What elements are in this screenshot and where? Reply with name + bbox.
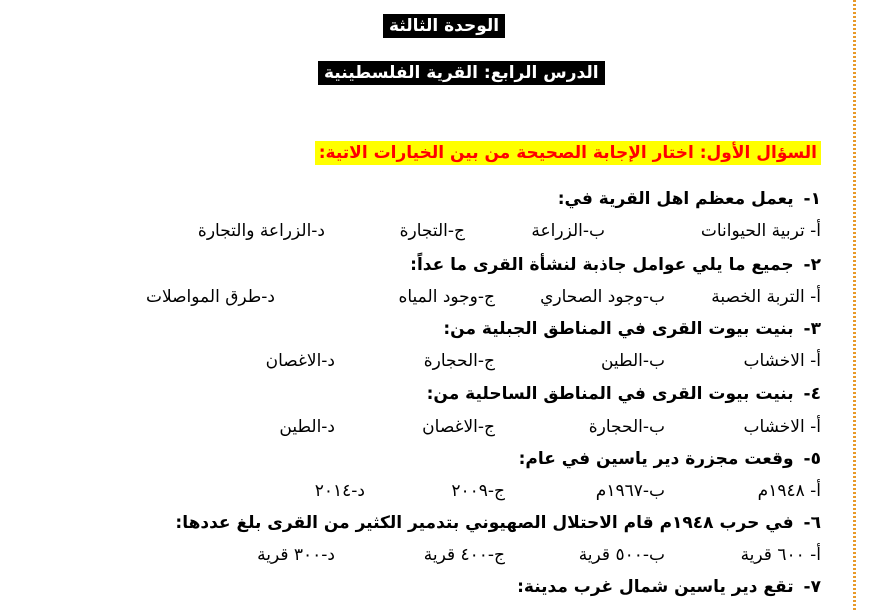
lesson-title: الدرس الرابع: القرية الفلسطينية xyxy=(318,61,605,85)
option-d: د-طرق المواصلات xyxy=(145,287,275,307)
question-number: ١- xyxy=(803,189,821,209)
question-2 xyxy=(410,255,821,275)
option-d: د-الزراعة والتجارة xyxy=(197,221,325,241)
option-a: أ- الاخشاب xyxy=(743,417,821,437)
question-text: بنيت بيوت القرى في المناطق الجبلية من: xyxy=(443,319,794,339)
option-a: أ- ١٩٤٨م xyxy=(757,481,821,501)
option-c: ج-التجارة xyxy=(399,221,465,241)
option-c: ج-٢٠٠٩ xyxy=(451,481,505,501)
option-a: أ- ٦٠٠ قرية xyxy=(740,545,821,565)
question-number: ٥- xyxy=(803,449,821,469)
option-a: أ- تربية الحيوانات xyxy=(700,221,821,241)
question-text: جميع ما يلي عوامل جاذبة لنشأة القرى ما عداً: xyxy=(410,255,794,275)
question-4 xyxy=(427,384,821,404)
question-text: بنيت بيوت القرى في المناطق الساحلية من: xyxy=(426,384,794,404)
unit-title: الوحدة الثالثة xyxy=(383,14,505,38)
option-b: ب-٥٠٠ قرية xyxy=(578,545,665,565)
question-number: ٧- xyxy=(803,577,821,597)
question-7 xyxy=(517,577,821,597)
option-d: د-الطين xyxy=(279,417,335,437)
option-a: أ- الاخشاب xyxy=(743,351,821,371)
option-d: د-٣٠٠ قرية xyxy=(257,545,335,565)
section-title: السؤال الأول: اختار الإجابة الصحيحة من بين الخيارات الاتية: xyxy=(315,141,821,165)
question-1 xyxy=(558,189,821,209)
question-number: ٣- xyxy=(803,319,821,339)
question-text: في حرب ١٩٤٨م قام الاحتلال الصهيوني بتدمير الكثير من القرى بلغ عددها: xyxy=(175,513,794,533)
question-5 xyxy=(519,449,821,469)
option-b: ب-الحجارة xyxy=(588,417,665,437)
option-b: ب-١٩٦٧م xyxy=(595,481,665,501)
option-c: ج-وجود المياه xyxy=(398,287,495,307)
option-b: ب-الطين xyxy=(600,351,665,371)
page-border xyxy=(853,0,856,610)
option-b: ب-وجود الصحاري xyxy=(540,287,665,307)
question-text: تقع دير ياسين شمال غرب مدينة: xyxy=(517,577,794,597)
option-d: د-٢٠١٤ xyxy=(314,481,365,501)
option-b: ب-الزراعة xyxy=(531,221,605,241)
question-number: ٤- xyxy=(803,384,821,404)
question-3 xyxy=(443,319,821,339)
question-number: ٦- xyxy=(803,513,821,533)
option-c: ج-الحجارة xyxy=(423,351,495,371)
option-c: ج-٤٠٠ قرية xyxy=(423,545,505,565)
question-number: ٢- xyxy=(803,255,821,275)
option-d: د-الاغصان xyxy=(265,351,335,371)
option-a: أ- التربة الخصبة xyxy=(711,287,821,307)
question-text: يعمل معظم اهل القرية في: xyxy=(557,189,794,209)
question-text: وقعت مجزرة دير ياسين في عام: xyxy=(518,449,794,469)
question-6 xyxy=(175,513,821,533)
option-c: ج-الاغصان xyxy=(422,417,495,437)
